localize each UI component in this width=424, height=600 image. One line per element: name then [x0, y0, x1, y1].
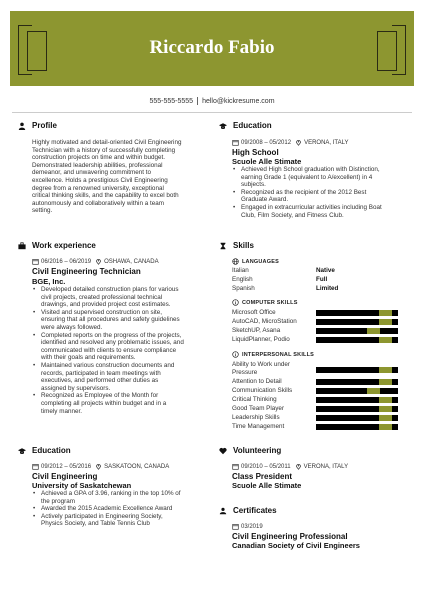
education-title-text: Education — [233, 121, 272, 130]
computer-skills-heading: COMPUTER SKILLS — [232, 299, 298, 306]
calendar-icon — [232, 139, 239, 146]
briefcase-icon — [18, 242, 26, 250]
heart-icon — [219, 447, 227, 455]
list-item: • Actively participated in Engineering Society, Physics Society, and Table Tennis Club — [32, 513, 216, 528]
location-pin-icon — [95, 258, 102, 265]
profile-line: excellence. Holds a prestigious Civil Engineering — [32, 176, 168, 184]
location-pin-icon — [295, 463, 302, 470]
list-item: • Recognized as Employee of the Month for completing all projects within budget and in a timely manner. — [32, 392, 216, 415]
calendar-icon — [232, 523, 239, 530]
work-job-title: Civil Engineering Technician — [32, 267, 141, 276]
education-section-title-left — [18, 446, 71, 455]
skill-bar-accent — [379, 310, 392, 316]
interpersonal-skills-heading: INTERPERSONAL SKILLS — [232, 351, 314, 358]
list-item: • Awarded the 2015 Academic Excellence Award — [32, 505, 216, 513]
certificates-title-text: Certificates — [233, 506, 277, 515]
skill-name: Ability to Work under Pressure — [232, 361, 290, 376]
volunteering-date: 09/2010 – 05/2011 — [241, 463, 291, 470]
skills-title-text: Skills — [233, 241, 254, 250]
profile-line: Demonstrated leadership abilities, professional — [32, 161, 163, 169]
info-circle-icon — [232, 299, 239, 306]
work-date: 06/2016 – 06/2019 — [41, 258, 92, 265]
skill-name: Communication Skills — [232, 387, 293, 394]
header-banner — [10, 11, 414, 86]
email-link[interactable]: hello@kickresume.com — [202, 97, 275, 105]
candidate-name: Riccardo Fabio — [149, 37, 275, 58]
education-right-degree: High School — [232, 148, 279, 157]
skill-bar-accent — [367, 388, 380, 394]
education-left-meta — [32, 463, 169, 470]
education-right-bullets — [232, 166, 418, 219]
contact-divider — [12, 112, 412, 113]
contact-separator — [197, 97, 198, 105]
languages-heading: LANGUAGES — [232, 258, 279, 265]
education-left-school: University of Saskatchewan — [32, 481, 132, 490]
work-bullets — [32, 286, 216, 415]
certificate-meta — [232, 523, 263, 530]
certificates-section-title — [219, 506, 277, 515]
certificate-name: Civil Engineering Professional — [232, 532, 348, 541]
education-left-bullets — [32, 490, 216, 528]
people-icon — [219, 507, 227, 515]
calendar-icon — [32, 258, 39, 265]
work-title-text: Work experience — [32, 241, 96, 250]
skill-bar-accent — [379, 367, 392, 373]
profile-line: construction projects on time and within budget. — [32, 154, 166, 162]
person-icon — [18, 122, 26, 130]
skill-name: Time Management — [232, 423, 285, 430]
list-item: • Completed reports on the progress of the projects, identified and resolved any problematic issues, and communicated with clients to ensure compliance with their goals and requirements. — [32, 332, 216, 362]
graduation-cap-icon — [219, 122, 227, 130]
volunteering-location: VERONA, ITALY — [303, 463, 349, 470]
skill-bar — [316, 388, 398, 394]
education-right-school: Scuole Alle Stimate — [232, 157, 302, 166]
work-section-title — [18, 241, 96, 250]
profile-line: degree from a renowned university, exceptional — [32, 184, 164, 192]
skill-name: Leadership Skills — [232, 414, 280, 421]
profile-line: autonomously and collaboratively within a team — [32, 199, 164, 207]
education-left-location: SASKATOON, CANADA — [104, 463, 170, 470]
certificate-issuer: Canadian Society of Civil Engineers — [232, 541, 360, 550]
work-company: BGE, Inc. — [32, 277, 66, 286]
skill-bar-accent — [379, 415, 392, 421]
list-item: • Achieved High School graduation with Distinction, earning Grade 1 (equivalent to A/excellent) in 4 subjects. — [232, 166, 418, 189]
volunteering-meta — [232, 463, 348, 470]
skill-name: LiquidPlanner, Podio — [232, 336, 290, 343]
education-left-degree: Civil Engineering — [32, 472, 98, 481]
hourglass-icon — [219, 242, 227, 250]
language-name: Italian — [232, 267, 249, 274]
volunteering-role: Class President — [232, 472, 293, 481]
location-pin-icon — [95, 463, 102, 470]
volunteering-title-text: Volunteering — [233, 446, 282, 455]
profile-section-title — [18, 121, 57, 130]
list-item: • Achieved a GPA of 3.96, ranking in the top 10% of the program — [32, 490, 216, 505]
list-item: • Recognized as the recipient of the 2012 Best Graduate Award. — [232, 189, 418, 204]
profile-text — [32, 139, 212, 215]
skill-bar — [316, 406, 398, 412]
skill-name: Good Team Player — [232, 405, 285, 412]
skill-name: Critical Thinking — [232, 396, 277, 403]
calendar-icon — [32, 463, 39, 470]
education-left-date: 09/2012 – 05/2016 — [41, 463, 92, 470]
globe-icon — [232, 258, 239, 265]
language-level: Full — [316, 276, 328, 283]
skill-name: Attention to Detail — [232, 378, 282, 385]
volunteering-section-title — [219, 446, 281, 455]
skill-bar-accent — [379, 337, 392, 343]
skill-bar-accent — [379, 406, 392, 412]
skill-bar — [316, 397, 398, 403]
skill-name: Microsoft Office — [232, 309, 276, 316]
skill-bar — [316, 337, 398, 343]
info-circle-icon — [232, 351, 239, 358]
education-right-meta — [232, 139, 349, 146]
work-meta — [32, 258, 159, 265]
education-section-title-right — [219, 121, 272, 130]
work-location: OSHAWA, CANADA — [104, 258, 159, 265]
graduation-cap-icon — [18, 447, 26, 455]
list-item: • Visited and supervised construction on site, ensuring that all procedures and safety guidelines were always followed. — [32, 309, 216, 332]
certificate-date: 03/2019 — [241, 523, 263, 530]
education-title-text: Education — [32, 446, 71, 455]
skill-bar — [316, 415, 398, 421]
language-name: English — [232, 276, 253, 283]
profile-line: demeanor, and unwavering commitment to — [32, 169, 152, 177]
contact-line — [0, 97, 424, 105]
education-right-date: 09/2008 – 05/2012 — [241, 139, 292, 146]
list-item: • Developed detailed construction plans for various civil projects, created professional technical drawings, and provided project cost estimates. — [32, 286, 216, 309]
skill-name: SketchUP, Asana — [232, 327, 281, 334]
language-name: Spanish — [232, 285, 255, 292]
education-right-location: VERONA, ITALY — [304, 139, 349, 146]
skill-bar — [316, 328, 398, 334]
language-level: Native — [316, 267, 335, 274]
skill-bar-accent — [379, 379, 392, 385]
profile-title-text: Profile — [32, 121, 57, 130]
phone-text: 555-555-5555 — [149, 97, 194, 105]
skill-bar-accent — [367, 328, 380, 334]
list-item: • Engaged in extracurricular activities including Boat Club, Film Society, and Fitness Club. — [232, 204, 418, 219]
profile-line: setting. — [32, 207, 53, 215]
skill-bar — [316, 379, 398, 385]
skill-bar — [316, 424, 398, 430]
skill-bar — [316, 367, 398, 373]
skill-bar-accent — [379, 397, 392, 403]
skill-bar — [316, 310, 398, 316]
skills-section-title — [219, 241, 254, 250]
profile-line: Technician with a history of successfully completing — [32, 146, 176, 154]
skill-name: AutoCAD, MicroStation — [232, 318, 297, 325]
profile-line: Highly motivated and detail-oriented Civil Engineering — [32, 139, 182, 146]
location-pin-icon — [295, 139, 302, 146]
profile-line: critical thinking skills, and the capability to excel both — [32, 192, 179, 200]
calendar-icon — [232, 463, 239, 470]
language-level: Limited — [316, 285, 339, 292]
list-item: • Maintained various construction documents and records, participated in team meetings with executives, and performed other duties as assigned by supervisors. — [32, 362, 216, 392]
volunteering-org: Scuole Alle Stimate — [232, 481, 302, 490]
skill-bar-accent — [379, 424, 392, 430]
skill-bar-accent — [379, 319, 392, 325]
skill-bar — [316, 319, 398, 325]
